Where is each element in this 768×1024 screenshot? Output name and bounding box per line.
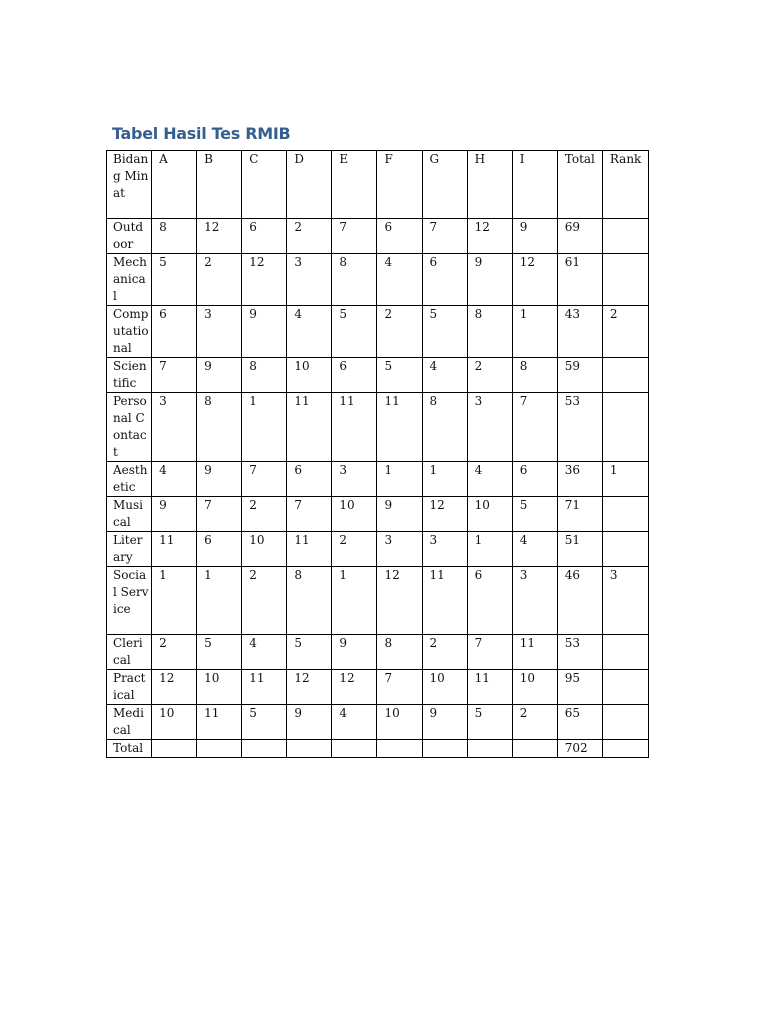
table-row <box>107 532 649 567</box>
table-cell <box>287 740 332 758</box>
table-cell: 2 <box>512 705 557 740</box>
table-cell: 12 <box>467 219 512 254</box>
table-cell: 8 <box>377 635 422 670</box>
table-cell: 5 <box>377 358 422 393</box>
table-cell <box>377 740 422 758</box>
table-cell: 11 <box>287 393 332 462</box>
table-cell: 11 <box>377 393 422 462</box>
table-cell: 7 <box>332 219 377 254</box>
table-cell: 6 <box>197 532 242 567</box>
table-row <box>107 670 649 705</box>
table-cell: 65 <box>557 705 602 740</box>
table-cell <box>602 705 648 740</box>
header-cell-a: A <box>152 151 197 219</box>
table-cell: 5 <box>422 306 467 358</box>
table-cell: 10 <box>197 670 242 705</box>
table-cell: 4 <box>242 635 287 670</box>
table-cell: 7 <box>197 497 242 532</box>
table-cell: 7 <box>377 670 422 705</box>
row-label-cell: Outdoor <box>107 219 152 254</box>
table-cell <box>422 740 467 758</box>
table-cell: 8 <box>242 358 287 393</box>
table-cell: 2 <box>152 635 197 670</box>
table-row <box>107 740 649 758</box>
table-cell: 10 <box>422 670 467 705</box>
table-cell: 3 <box>467 393 512 462</box>
table-cell: 8 <box>332 254 377 306</box>
table-cell: 2 <box>332 532 377 567</box>
table-cell <box>602 393 648 462</box>
table-cell: 6 <box>377 219 422 254</box>
table-cell: 12 <box>197 219 242 254</box>
table-cell: 12 <box>422 497 467 532</box>
table-cell: 11 <box>152 532 197 567</box>
table-cell: 6 <box>467 567 512 635</box>
table-cell: 11 <box>422 567 467 635</box>
row-label-cell: Practical <box>107 670 152 705</box>
document-title: Tabel Hasil Tes RMIB <box>112 124 291 143</box>
table-cell <box>602 740 648 758</box>
table-cell: 2 <box>197 254 242 306</box>
table-cell: 53 <box>557 393 602 462</box>
table-cell: 9 <box>332 635 377 670</box>
table-row <box>107 358 649 393</box>
table-cell <box>332 740 377 758</box>
header-cell-e: E <box>332 151 377 219</box>
table-cell <box>602 532 648 567</box>
table-cell <box>512 740 557 758</box>
table-cell: 10 <box>152 705 197 740</box>
table-cell <box>602 670 648 705</box>
table-row <box>107 497 649 532</box>
table-cell: 10 <box>332 497 377 532</box>
row-label-cell: Scientific <box>107 358 152 393</box>
table-cell: 6 <box>422 254 467 306</box>
table-cell <box>602 254 648 306</box>
table-row <box>107 254 649 306</box>
table-cell: 6 <box>512 462 557 497</box>
table-cell: 9 <box>422 705 467 740</box>
table-cell: 8 <box>467 306 512 358</box>
table-cell: 1 <box>377 462 422 497</box>
table-cell: 10 <box>377 705 422 740</box>
table-cell: 36 <box>557 462 602 497</box>
table-cell: 59 <box>557 358 602 393</box>
table-cell: 9 <box>152 497 197 532</box>
table-cell: 8 <box>422 393 467 462</box>
row-label-cell: Computational <box>107 306 152 358</box>
header-cell-h: H <box>467 151 512 219</box>
table-cell: 2 <box>242 497 287 532</box>
table-cell: 5 <box>332 306 377 358</box>
table-cell: 1 <box>467 532 512 567</box>
row-label-cell: Personal Contact <box>107 393 152 462</box>
table-cell: 1 <box>422 462 467 497</box>
header-cell-b: B <box>197 151 242 219</box>
table-cell <box>602 219 648 254</box>
table-cell: 7 <box>242 462 287 497</box>
table-cell: 1 <box>332 567 377 635</box>
table-cell: 11 <box>467 670 512 705</box>
table-cell: 3 <box>377 532 422 567</box>
table-cell <box>602 497 648 532</box>
row-label-cell: Total <box>107 740 152 758</box>
table-cell <box>242 740 287 758</box>
table-cell: 2 <box>242 567 287 635</box>
table-cell: 4 <box>422 358 467 393</box>
table-cell: 12 <box>512 254 557 306</box>
table-cell: 1 <box>242 393 287 462</box>
table-cell: 7 <box>467 635 512 670</box>
table-cell <box>467 740 512 758</box>
row-label-cell: Literary <box>107 532 152 567</box>
table-cell: 7 <box>152 358 197 393</box>
table-cell: 2 <box>422 635 467 670</box>
table-cell: 4 <box>332 705 377 740</box>
table-row <box>107 635 649 670</box>
table-cell: 46 <box>557 567 602 635</box>
table-cell: 2 <box>602 306 648 358</box>
table-cell: 1 <box>512 306 557 358</box>
table-cell: 43 <box>557 306 602 358</box>
table-cell: 51 <box>557 532 602 567</box>
row-label-cell: Musical <box>107 497 152 532</box>
table-cell: 702 <box>557 740 602 758</box>
table-row <box>107 705 649 740</box>
row-label-cell: Mechanical <box>107 254 152 306</box>
table-cell: 95 <box>557 670 602 705</box>
table-cell: 5 <box>242 705 287 740</box>
table-cell: 6 <box>332 358 377 393</box>
table-cell: 53 <box>557 635 602 670</box>
table-cell: 11 <box>512 635 557 670</box>
table-cell: 9 <box>287 705 332 740</box>
table-cell: 10 <box>242 532 287 567</box>
table-cell: 2 <box>287 219 332 254</box>
table-row <box>107 567 649 635</box>
table-cell: 61 <box>557 254 602 306</box>
header-cell-bidang-minat: Bidang Minat <box>107 151 152 219</box>
table-cell: 12 <box>377 567 422 635</box>
rmib-results-table <box>106 150 649 758</box>
table-cell: 10 <box>512 670 557 705</box>
table-cell: 6 <box>242 219 287 254</box>
table-cell: 2 <box>467 358 512 393</box>
table-row <box>107 219 649 254</box>
table-cell: 3 <box>602 567 648 635</box>
table-cell: 3 <box>422 532 467 567</box>
row-label-cell: Clerical <box>107 635 152 670</box>
table-row <box>107 306 649 358</box>
table-cell <box>152 740 197 758</box>
table-cell: 5 <box>197 635 242 670</box>
row-label-cell: Aesthetic <box>107 462 152 497</box>
table-cell: 1 <box>152 567 197 635</box>
table-cell: 8 <box>512 358 557 393</box>
table-cell: 9 <box>197 358 242 393</box>
table-cell <box>602 635 648 670</box>
table-cell: 4 <box>287 306 332 358</box>
table-cell: 1 <box>602 462 648 497</box>
header-cell-g: G <box>422 151 467 219</box>
table-row <box>107 393 649 462</box>
table-cell: 11 <box>287 532 332 567</box>
table-cell: 11 <box>332 393 377 462</box>
header-cell-f: F <box>377 151 422 219</box>
table-cell: 8 <box>197 393 242 462</box>
table-cell: 3 <box>287 254 332 306</box>
table-cell: 12 <box>152 670 197 705</box>
table-cell: 71 <box>557 497 602 532</box>
table-cell: 12 <box>332 670 377 705</box>
table-cell: 5 <box>512 497 557 532</box>
table-cell: 9 <box>467 254 512 306</box>
row-label-cell: Social Service <box>107 567 152 635</box>
table-cell: 11 <box>242 670 287 705</box>
table-cell: 4 <box>512 532 557 567</box>
table-cell: 7 <box>422 219 467 254</box>
row-label-cell: Medical <box>107 705 152 740</box>
header-cell-i: I <box>512 151 557 219</box>
table-cell: 4 <box>467 462 512 497</box>
table-cell: 6 <box>152 306 197 358</box>
table-cell: 5 <box>287 635 332 670</box>
table-cell: 3 <box>197 306 242 358</box>
table-cell: 5 <box>467 705 512 740</box>
table-cell: 2 <box>377 306 422 358</box>
header-cell-total: Total <box>557 151 602 219</box>
table-cell: 8 <box>152 219 197 254</box>
table-cell <box>602 358 648 393</box>
table-cell: 9 <box>512 219 557 254</box>
table-cell: 1 <box>197 567 242 635</box>
table-cell: 4 <box>152 462 197 497</box>
table-cell: 69 <box>557 219 602 254</box>
table-cell: 12 <box>287 670 332 705</box>
table-cell: 4 <box>377 254 422 306</box>
table-cell: 12 <box>242 254 287 306</box>
table-cell: 5 <box>152 254 197 306</box>
table-cell: 6 <box>287 462 332 497</box>
header-cell-rank: Rank <box>602 151 648 219</box>
table-cell: 8 <box>287 567 332 635</box>
table-cell: 9 <box>242 306 287 358</box>
table-cell: 7 <box>512 393 557 462</box>
table-cell: 10 <box>467 497 512 532</box>
header-cell-c: C <box>242 151 287 219</box>
table-cell: 10 <box>287 358 332 393</box>
table-cell: 7 <box>287 497 332 532</box>
header-cell-d: D <box>287 151 332 219</box>
table-cell <box>197 740 242 758</box>
table-cell: 3 <box>332 462 377 497</box>
table-header-row <box>107 151 649 219</box>
table-cell: 9 <box>197 462 242 497</box>
table-cell: 3 <box>512 567 557 635</box>
table-cell: 9 <box>377 497 422 532</box>
table-cell: 3 <box>152 393 197 462</box>
table-cell: 11 <box>197 705 242 740</box>
table-row <box>107 462 649 497</box>
